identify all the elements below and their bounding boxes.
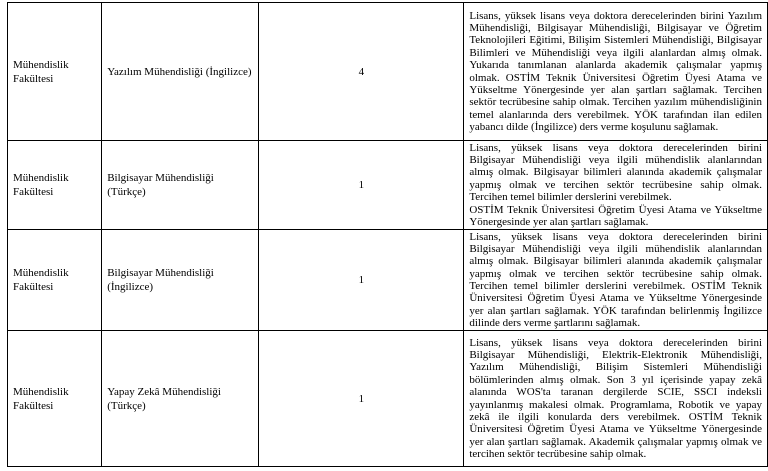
requirement-cell [464, 141, 768, 230]
requirement-cell: Lisans, yüksek lisans veya doktora derecelerinden birini Bilgisayar Mühendisliği veya ilgili mühendislik alanlarından almış olmak. Bilgisayar bilimleri alanında akademik çalışmalar yapmış olmak ve tercihen sektör tecrübesine sahip olmak. Tercihen temel bilimler derslerini verebilmek. OSTİM Teknik Üniversitesi Öğretim Üyesi Atama ve Yükseltme Yönergesinde yer alan şartları sağlamak. YÖK tarafından belirlenmiş İngilizce dilinde ders verme şartlarını sağlamak. [464, 230, 768, 331]
table-row [8, 141, 768, 230]
faculty-cell: Mühendislik Fakültesi [8, 331, 102, 467]
faculty-cell: Mühendislik Fakültesi [8, 141, 102, 230]
count-cell: 1 [259, 331, 464, 467]
program-cell: Bilgisayar Mühendisliği (İngilizce) [102, 230, 259, 331]
count-cell: 1 [259, 230, 464, 331]
requirement-cell: Lisans, yüksek lisans veya doktora derecelerinden birini Yazılım Mühendisliği, Bilgisayar Mühendisliği, Bilgisayar ve Öğretim Teknolojileri Eğitimi, Bilişim Sistemleri Mühendisliği, Bilgisayar Bilimleri ve Mühendisliği veya ilgili alanlardan almış olmak. Yukarıda tanımlanan alanlarda akademik çalışmalar yapmış olmak. OSTİM Teknik Üniversitesi Öğretim Üyesi Atama ve Yükseltme Yönergesinde yer alan şartları sağlamak. Tercihen sektör tecrübesine sahip olmak. Tercihen yazılım mühendisliğinin temel alanlarında ders verebilmek. YÖK tarafından ilan edilen yabancı dilde (İngilizce) ders verme koşulunu sağlamak. [464, 3, 768, 141]
count-cell: 1 [259, 141, 464, 230]
program-cell: Bilgisayar Mühendisliği (Türkçe) [102, 141, 259, 230]
requirement-text: Lisans, yüksek lisans veya doktora derecelerinden birini Bilgisayar Mühendisliği veya ilgili mühendislik alanlarından almış olmak. Bilgisayar bilimleri alanında akademik çalışmalar yapmış olmak ve tercihen sektör tecrübesine sahip olmak. Tercihen temel bilimler derslerini verebilmek. [469, 141, 762, 204]
program-cell: Yapay Zekâ Mühendisliği (Türkçe) [102, 331, 259, 467]
count-cell: 4 [259, 3, 464, 141]
program-cell: Yazılım Mühendisliği (İngilizce) [102, 3, 259, 141]
faculty-cell: Mühendislik Fakültesi [8, 230, 102, 331]
positions-table [7, 2, 768, 467]
table-row [8, 230, 768, 331]
requirement-text-extra: OSTİM Teknik Üniversitesi Öğretim Üyesi Atama ve Yükseltme Yönergesinde yer alan şartları sağlamak. [469, 203, 762, 228]
faculty-cell: Mühendislik Fakültesi [8, 3, 102, 141]
table-row [8, 3, 768, 141]
requirement-cell: Lisans, yüksek lisans veya doktora derecelerinden birini Bilgisayar Mühendisliği, Elektrik-Elektronik Mühendisliği, Yazılım Mühendisliği, Bilişim Sistemleri Mühendisliği bölümlerinden almış olmak. Son 3 yıl içerisinde yapay zekâ alanında WOS'ta taranan dergilerde SCIE, SSCI indeksli yayınlanmış makalesi olmak. Programlama, Robotik ve yapay zekâ ile ilgili konularda ders verebilmek. OSTİM Teknik Üniversitesi Öğretim Üyesi Atama ve Yükseltme Yönergesinde yer alan şartları sağlamak. Akademik çalışmalar yapmış olmak ve tercihen sektör tecrübesine sahip olmak. [464, 331, 768, 467]
table-row [8, 331, 768, 467]
